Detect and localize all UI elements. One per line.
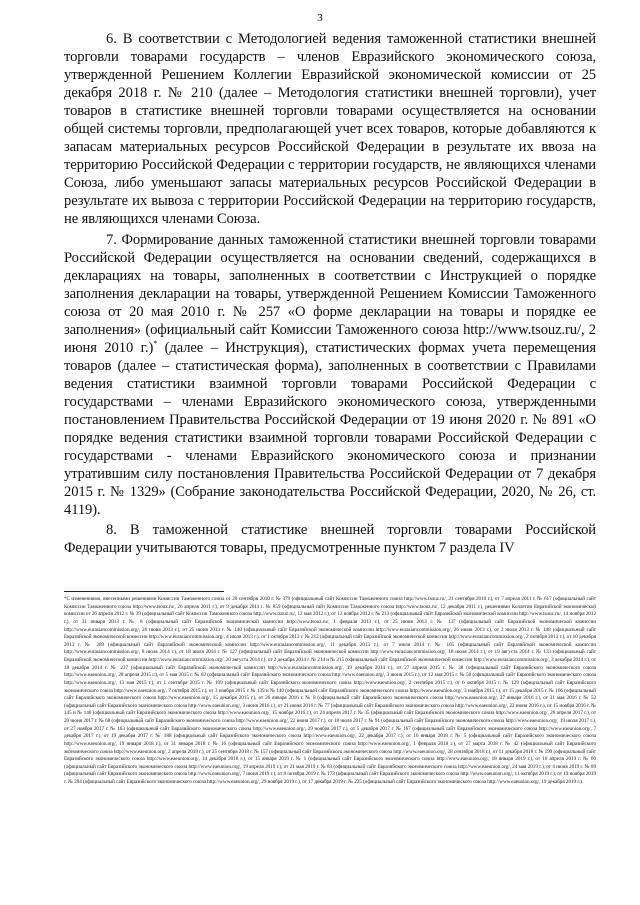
paragraph-6: 6. В соответствии с Методологией ведения таможенной статистики внешней торговли товарами государств – членов Евразийского экономического союза, утвержденной Решением Коллегии Евразийской экономической комиссии от 25 декабря 2018 г. № 210 (далее – Методология статистики внешней торговли), учет товаров в статистике внешней торговли товарами осуществляется на основании общей системы торговли, предполагающей учет всех товаров, которые добавляются к запасам материальных ресурсов Российской Федерации в результате их ввоза на территорию Российской Федерации с территории государств, не являющихся членами Союза, либо уменьшают запасы материальных ресурсов Российской Федерации в результате их вывоза с территории Российской Федерации на территорию государств, не являющихся членами Союза.: [64, 31, 596, 228]
page-number: 3: [317, 12, 323, 24]
main-text: [64, 30, 596, 559]
paragraph-7-text-start: 7. Формирование данных таможенной статистики внешней торговли товарами Российской Федерации осуществляется на основании сведений, содержащихся в декларациях на товары, заполненных в соответствии с Инструкцией о порядке заполнения декларации на товары, утвержденной Решением Комиссии Таможенного союза от 20 мая 2010 г. № 257 «О форме декларации на товары и порядке ее заполнения» (официальный сайт Комиссии Таможенного союза http://www.tsouz.ru/, 2 июня 2010 г.): [64, 231, 596, 356]
footnote-mark: *: [64, 597, 67, 602]
footnote-text: С изменениями, внесенными решениями Комиссии Таможенного союза от 20 сентября 2010 г. № 379 (официальный сайт Комиссии Таможенного союза http://www.tsouz.ru/, 21 сентября 2010 г.), от 7 апреля 2011 г. № 617 (официальный сайт Комиссии Таможенного союза http://www.tsouz.ru/, 26 апреля 2011 г.), от 9 декабря 2011 г. № 859 (официальный сайт Комиссии Таможенного союза http://www.tsouz.ru/, 12 декабря 2011 г.), решениями Коллегии Евразийской экономической комиссии от 26 апреля 2012 г. № 39 (официальный сайт Комиссии Таможенного союза http://www.tsouz.ru/, 12 мая 2012 г.), от 13 ноября 2012 г. № 213 (официальный сайт Евразийской экономической комиссии http://www.tsouz.ru/, 14 ноября 2012 г.), от 31 января 2013 г. № 8 (официальный сайт Евразийской экономической комиссии http://www.tsouz.ru/, 1 февраля 2013 г.), от 25 июня 2013 г. № 137 (официальный сайт Евразийской экономической комиссии http://www.eurasiancommission.org/, 26 июня 2013 г.), от 25 июня 2013 г. № 140 (официальный сайт Евразийской экономической комиссии http://www.eurasiancommission.org/, 26 июня 2013 г.), от 3 июля 2013 г. № 148 (официальный сайт Евразийской экономической комиссии http://www.eurasiancommission.org/, 4 июля 2013 г.), от 1 октября 2013 г. № 212 (официальный сайт Евразийской экономической комиссии http://www.eurasiancommission.org/, 2 октября 2013 г.), от 10 декабря 2013 г. № 289 (официальный сайт Евразийской экономической комиссии http://www.eurasiancommission.org/, 11 декабря 2013 г.), от 7 июля 2014 г. № 105 (официальный сайт Евразийской экономической комиссии http://www.eurasiancommission.org/, 8 июля 2014 г.), от 18 июля 2014 г. № 127 (официальный сайт Евразийской экономической комиссии http://www.eurasiancommission.org/, 18 июля 2014 г.), от 19 августа 2014 г. № 133 (официальный сайт Евразийской экономической комиссии http://www.eurasiancommission.org/, 20 августа 2014 г.), от 2 декабря 2014 г. № 214 и № 215 (официальный сайт Евразийской экономической комиссии http://www.eurasiancommission.org/, 3 декабря 2014 г.), от 18 декабря 2014 г. № 237 (официальный сайт Евразийской экономической комиссии http://www.eurasiancommission.org/, 19 декабря 2014 г.), от 27 апреля 2015 г. № 38 (официальный сайт Евразийского экономического союза http://www.eaeunion.org/, 28 апреля 2015 г.), от 5 мая 2015 г. № 62 (официальный сайт Евразийского экономического союза http://www.eaeunion.org/, 3 июня 2015 г.), от 12 мая 2015 г. № 50 (официальный сайт Евразийского экономического союза http://www.eaeunion.org/, 13 мая 2015 г.), от 1 сентября 2015 г. № 109 (официальный сайт Евразийского экономического союза http://www.eaeunion.org/, 2 сентября 2015 г.), от 6 октября 2015 г. № 129 (официальный сайт Евразийского экономического союза http://www.eaeunion.org/, 7 октября 2015 г.), от 3 ноября 2015 г. № 139 и № 140 (официальный сайт Евразийского экономического союза http://www.eaeunion.org/, 3 ноября 2015 г.), от 15 декабря 2015 г. № 166 (официальный сайт Евразийского экономического союза http://www.eaeunion.org/, 15 декабря 2015 г.), от 26 января 2016 г. № 8 (официальный сайт Евразийского экономического союза http://www.eaeunion.org/, 27 января 2016 г.), от 31 мая 2016 г. № 52 (официальный сайт Евразийского экономического союза http://www.eaeunion.org/, 3 июня 2016 г.), от 21 июня 2016 г. № 77 (официальный сайт Евразийского экономического союза http://www.eaeunion.org/, 22 июня 2016 г.), от 15 ноября 2016 г. № 145 и № 146 (официальный сайт Евразийского экономического союза http://www.eaeunion.org/, 15 ноября 2016 г.), от 24 апреля 2017 г. № 35 (официальный сайт Евразийского экономического союза http://www.eaeunion.org/, 26 апреля 2017 г.), от 20 июня 2017 г. № 68 (официальный сайт Евразийского экономического союза http://www.eaeunion.org/, 22 июня 2017 г.), от 18 июля 2017 г. № 91 (официальный сайт Евразийского экономического союза http://www.eaeunion.org/, 19 июля 2017 г.), от 27 ноября 2017 г. № 163 (официальный сайт Евразийского экономического союза http://www.eaeunion.org/, 29 ноября 2017 г.), от 5 декабря 2017 г. № 167 (официальный сайт Евразийского экономического союза http://www.eaeunion.org/, 7 декабря 2017 г.), от 19 декабря 2017 г. № 188 (официальный сайт Евразийского экономического союза http://www.eaeunion.org/, 22 декабря 2017 г.), от 16 января 2018 г. № 5 (официальный сайт Евразийского экономического союза http://www.eaeunion.org/, 19 января 2018 г.), от 31 января 2018 г. № 16 (официальный сайт Евразийского экономического союза http://www.eaeunion.org/, 1 февраля 2018 г.), от 27 марта 2018 г. № 42 (официальный сайт Евразийского экономического союза http://www.eaeunion.org/, 2 апреля 2018 г.), от 25 сентября 2018 г. № 157 (официальный сайт Евразийского экономического союза http://www.eaeunion.org/, 28 сентября 2018 г.), от 11 декабря 2018 г. № 199 (официальный сайт Евразийского экономического союза http://www.eaeunion.org/, 14 декабря 2018 г.), от 15 января 2019 г. № 1 (официальный сайт Евразийского экономического союза http://www.eaeunion.org/, 18 января 2019 г.), от 16 апреля 2019 г. № 60 (официальный сайт Евразийского экономического союза http://www.eaeunion.org/, 19 апреля 2019 г.), от 21 мая 2019 г. № 83 (официальный сайт Евразийского экономического союза http://www.eaeunion.org/, 24 мая 2019 г.), от 4 июня 2019 г. № 89 (официальный сайт Евразийского экономического союза http://www.eaeunion.org/, 7 июня 2019 г.), от 8 октября 2019 г. № 173 (официальный сайт Евразийского экономического союза http://www.eaeunion.org/, 11 октября 2019 г.), от 19 ноября 2019 г. № 204 (официальный сайт Евразийского экономического союза http://www.eaeunion.org/, 29 ноября 2019 г.), от 17 декабря 2019 г. № 225 (официальный сайт Евразийского экономического союза http://www.eaeunion.org/, 19 декабря 2019 г.).: [64, 596, 596, 785]
footnote: [64, 596, 596, 787]
paragraph-8: 8. В таможенной статистике внешней торговли товарами Российской Федерации учитываются товары, предусмотренные пунктом 7 раздела IV: [64, 522, 596, 557]
footnote-separator: [64, 591, 224, 592]
footnote-reference-mark: *: [153, 338, 158, 348]
paragraph-7-text-end: (далее – Инструкция), статистических формах учета перемещения товаров (далее – статистическая форма), заполненных в соответствии с Правилами ведения статистики взаимной торговли товарами Российской Федерации с государствами – членами Евразийского экономического союза, утвержденными постановлением Правительства Российской Федерации от 19 июня 2020 г. № 891 «О порядке ведения статистики взаимной торговли товарами Российской Федерации с государствами - членами Евразийского экономического союза и признании утратившим силу постановления Правительства Российской Федерации от 7 декабря 2015 г. № 1329» (Собрание законодательства Российской Федерации, 2020, № 26, ст. 4119).: [64, 339, 596, 519]
paragraph-7: [64, 231, 596, 520]
